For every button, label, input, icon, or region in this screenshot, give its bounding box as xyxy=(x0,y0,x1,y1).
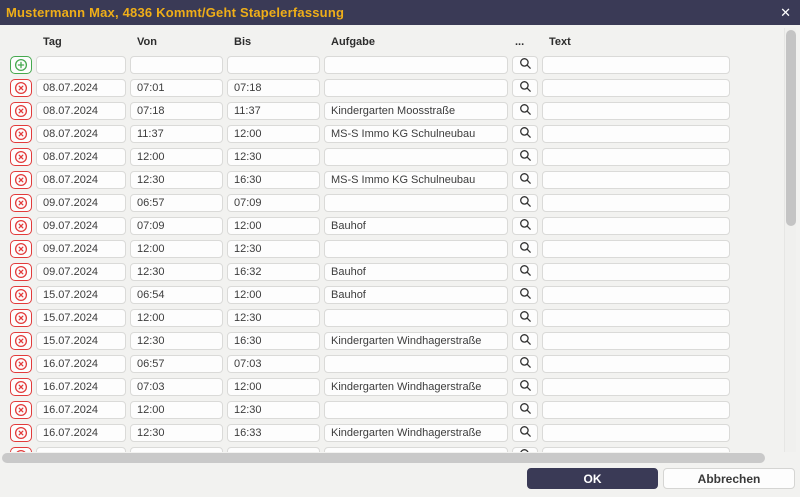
aufgabe-task-input[interactable] xyxy=(324,263,508,281)
column-header-bis: Bis xyxy=(234,36,252,48)
delete-row-button[interactable] xyxy=(10,125,32,143)
von-time-input[interactable] xyxy=(130,194,223,212)
aufgabe-task-input[interactable] xyxy=(324,148,508,166)
aufgabe-task-input[interactable] xyxy=(324,217,508,235)
aufgabe-task-input[interactable] xyxy=(324,447,508,452)
delete-row-button[interactable] xyxy=(10,424,32,442)
von-time-input[interactable] xyxy=(130,56,223,74)
search-icon xyxy=(519,80,532,96)
delete-row-button[interactable] xyxy=(10,102,32,120)
tag-date-input[interactable] xyxy=(36,194,126,212)
task-lookup-button[interactable] xyxy=(512,102,538,120)
delete-row-button[interactable] xyxy=(10,355,32,373)
bis-time-input[interactable] xyxy=(227,171,320,189)
bis-time-input[interactable] xyxy=(227,424,320,442)
delete-row-button[interactable] xyxy=(10,286,32,304)
task-lookup-button[interactable] xyxy=(512,378,538,396)
bis-time-input[interactable] xyxy=(227,217,320,235)
task-lookup-button[interactable] xyxy=(512,194,538,212)
delete-row-button[interactable] xyxy=(10,447,32,452)
text-input[interactable] xyxy=(542,424,730,442)
task-lookup-button[interactable] xyxy=(512,355,538,373)
task-lookup-button[interactable] xyxy=(512,148,538,166)
delete-row-button[interactable] xyxy=(10,263,32,281)
von-time-input[interactable] xyxy=(130,332,223,350)
aufgabe-task-input[interactable] xyxy=(324,332,508,350)
search-icon xyxy=(519,379,532,395)
delete-circle-icon xyxy=(14,81,28,95)
delete-circle-icon xyxy=(14,242,28,256)
text-input[interactable] xyxy=(542,332,730,350)
task-lookup-button[interactable] xyxy=(512,286,538,304)
column-header-text: Text xyxy=(549,36,571,48)
bis-time-input[interactable] xyxy=(227,286,320,304)
cancel-button[interactable]: Abbrechen xyxy=(663,468,795,489)
delete-circle-icon xyxy=(14,173,28,187)
delete-circle-icon xyxy=(14,219,28,233)
tag-date-input[interactable] xyxy=(36,56,126,74)
delete-circle-icon xyxy=(14,380,28,394)
search-icon xyxy=(519,448,532,452)
text-input[interactable] xyxy=(542,355,730,373)
bis-time-input[interactable] xyxy=(227,240,320,258)
tag-date-input[interactable] xyxy=(36,102,126,120)
text-input[interactable] xyxy=(542,401,730,419)
table-row xyxy=(0,171,760,189)
search-icon xyxy=(519,425,532,441)
search-icon xyxy=(519,333,532,349)
text-input[interactable] xyxy=(542,378,730,396)
bis-time-input[interactable] xyxy=(227,401,320,419)
task-lookup-button[interactable] xyxy=(512,125,538,143)
aufgabe-task-input[interactable] xyxy=(324,286,508,304)
aufgabe-task-input[interactable] xyxy=(324,102,508,120)
tag-date-input[interactable] xyxy=(36,424,126,442)
delete-circle-icon xyxy=(14,127,28,141)
delete-row-button[interactable] xyxy=(10,194,32,212)
tag-date-input[interactable] xyxy=(36,263,126,281)
horizontal-scrollbar[interactable] xyxy=(2,453,782,463)
aufgabe-task-input[interactable] xyxy=(324,194,508,212)
footer xyxy=(0,464,800,497)
table-row xyxy=(0,79,760,97)
search-icon xyxy=(519,356,532,372)
aufgabe-task-input[interactable] xyxy=(324,240,508,258)
vertical-scrollbar[interactable] xyxy=(784,28,796,452)
delete-row-button[interactable] xyxy=(10,171,32,189)
task-lookup-button[interactable] xyxy=(512,424,538,442)
aufgabe-task-input[interactable] xyxy=(324,309,508,327)
horizontal-scrollbar-thumb[interactable] xyxy=(2,453,765,463)
table-rows xyxy=(0,56,760,452)
task-lookup-button[interactable] xyxy=(512,171,538,189)
von-time-input[interactable] xyxy=(130,240,223,258)
column-header-lookup: ... xyxy=(515,36,525,48)
tag-date-input[interactable] xyxy=(36,148,126,166)
task-lookup-button[interactable] xyxy=(512,79,538,97)
delete-row-button[interactable] xyxy=(10,401,32,419)
text-input[interactable] xyxy=(542,309,730,327)
aufgabe-task-input[interactable] xyxy=(324,171,508,189)
task-lookup-button[interactable] xyxy=(512,447,538,452)
text-input[interactable] xyxy=(542,217,730,235)
search-icon xyxy=(519,172,532,188)
delete-row-button[interactable] xyxy=(10,378,32,396)
table-row xyxy=(0,332,760,350)
table-row xyxy=(0,286,760,304)
bis-time-input[interactable] xyxy=(227,194,320,212)
search-icon xyxy=(519,149,532,165)
aufgabe-task-input[interactable] xyxy=(324,401,508,419)
tag-date-input[interactable] xyxy=(36,332,126,350)
bis-time-input[interactable] xyxy=(227,332,320,350)
delete-row-button[interactable] xyxy=(10,148,32,166)
task-lookup-button[interactable] xyxy=(512,217,538,235)
von-time-input[interactable] xyxy=(130,102,223,120)
delete-circle-icon xyxy=(14,288,28,302)
tag-date-input[interactable] xyxy=(36,240,126,258)
text-input[interactable] xyxy=(542,447,730,452)
column-header-tag: Tag xyxy=(43,36,62,48)
delete-circle-icon xyxy=(14,311,28,325)
column-header-aufgabe: Aufgabe xyxy=(331,36,375,48)
text-input[interactable] xyxy=(542,263,730,281)
table-row xyxy=(0,125,760,143)
bis-time-input[interactable] xyxy=(227,79,320,97)
delete-circle-icon xyxy=(14,403,28,417)
bis-time-input[interactable] xyxy=(227,102,320,120)
text-input[interactable] xyxy=(542,79,730,97)
von-time-input[interactable] xyxy=(130,355,223,373)
von-time-input[interactable] xyxy=(130,171,223,189)
search-icon xyxy=(519,195,532,211)
delete-row-button[interactable] xyxy=(10,309,32,327)
tag-date-input[interactable] xyxy=(36,447,126,452)
table-row xyxy=(0,148,760,166)
ok-button[interactable]: OK xyxy=(527,468,658,489)
search-icon xyxy=(519,57,532,73)
text-input[interactable] xyxy=(542,171,730,189)
delete-circle-icon xyxy=(14,449,28,452)
delete-row-button[interactable] xyxy=(10,240,32,258)
von-time-input[interactable] xyxy=(130,79,223,97)
bis-time-input[interactable] xyxy=(227,56,320,74)
table-row xyxy=(0,194,760,212)
delete-row-button[interactable] xyxy=(10,332,32,350)
task-lookup-button[interactable] xyxy=(512,332,538,350)
table-row xyxy=(0,447,760,452)
search-icon xyxy=(519,264,532,280)
search-icon xyxy=(519,241,532,257)
tag-date-input[interactable] xyxy=(36,309,126,327)
table-row xyxy=(0,401,760,419)
table-row xyxy=(0,309,760,327)
bis-time-input[interactable] xyxy=(227,309,320,327)
von-time-input[interactable] xyxy=(130,217,223,235)
tag-date-input[interactable] xyxy=(36,171,126,189)
text-input[interactable] xyxy=(542,194,730,212)
bis-time-input[interactable] xyxy=(227,447,320,452)
column-header-von: Von xyxy=(137,36,157,48)
tag-date-input[interactable] xyxy=(36,401,126,419)
aufgabe-task-input[interactable] xyxy=(324,378,508,396)
table-row xyxy=(0,102,760,120)
text-input[interactable] xyxy=(542,125,730,143)
bis-time-input[interactable] xyxy=(227,125,320,143)
von-time-input[interactable] xyxy=(130,125,223,143)
aufgabe-task-input[interactable] xyxy=(324,56,508,74)
table-row xyxy=(0,424,760,442)
search-icon xyxy=(519,103,532,119)
text-input[interactable] xyxy=(542,286,730,304)
von-time-input[interactable] xyxy=(130,148,223,166)
table-row xyxy=(0,240,760,258)
bis-time-input[interactable] xyxy=(227,378,320,396)
table-row xyxy=(0,56,760,74)
table-row xyxy=(0,355,760,373)
delete-circle-icon xyxy=(14,357,28,371)
bis-time-input[interactable] xyxy=(227,355,320,373)
delete-circle-icon xyxy=(14,150,28,164)
delete-row-button[interactable] xyxy=(10,79,32,97)
task-lookup-button[interactable] xyxy=(512,263,538,281)
tag-date-input[interactable] xyxy=(36,286,126,304)
von-time-input[interactable] xyxy=(130,378,223,396)
tag-date-input[interactable] xyxy=(36,79,126,97)
bis-time-input[interactable] xyxy=(227,148,320,166)
task-lookup-button[interactable] xyxy=(512,401,538,419)
delete-circle-icon xyxy=(14,426,28,440)
text-input[interactable] xyxy=(542,240,730,258)
tag-date-input[interactable] xyxy=(36,125,126,143)
window-title: Mustermann Max, 4836 Kommt/Geht Stapelerfassung xyxy=(6,5,345,20)
titlebar xyxy=(0,0,800,25)
bis-time-input[interactable] xyxy=(227,263,320,281)
tag-date-input[interactable] xyxy=(36,217,126,235)
aufgabe-task-input[interactable] xyxy=(324,79,508,97)
close-icon[interactable]: ✕ xyxy=(780,0,791,25)
text-input[interactable] xyxy=(542,56,730,74)
text-input[interactable] xyxy=(542,102,730,120)
aufgabe-task-input[interactable] xyxy=(324,125,508,143)
von-time-input[interactable] xyxy=(130,424,223,442)
delete-circle-icon xyxy=(14,196,28,210)
delete-circle-icon xyxy=(14,334,28,348)
delete-row-button[interactable] xyxy=(10,217,32,235)
search-icon xyxy=(519,287,532,303)
search-icon xyxy=(519,402,532,418)
vertical-scrollbar-thumb[interactable] xyxy=(786,30,796,226)
von-time-input[interactable] xyxy=(130,286,223,304)
add-circle-icon xyxy=(14,58,28,72)
von-time-input[interactable] xyxy=(130,263,223,281)
aufgabe-task-input[interactable] xyxy=(324,424,508,442)
search-icon xyxy=(519,310,532,326)
table-row xyxy=(0,378,760,396)
von-time-input[interactable] xyxy=(130,401,223,419)
aufgabe-task-input[interactable] xyxy=(324,355,508,373)
delete-circle-icon xyxy=(14,265,28,279)
von-time-input[interactable] xyxy=(130,309,223,327)
add-row-button[interactable] xyxy=(10,56,32,74)
delete-circle-icon xyxy=(14,104,28,118)
task-lookup-button[interactable] xyxy=(512,56,538,74)
tag-date-input[interactable] xyxy=(36,355,126,373)
table-header xyxy=(0,36,760,48)
task-lookup-button[interactable] xyxy=(512,309,538,327)
text-input[interactable] xyxy=(542,148,730,166)
task-lookup-button[interactable] xyxy=(512,240,538,258)
search-icon xyxy=(519,218,532,234)
table-row xyxy=(0,217,760,235)
von-time-input[interactable] xyxy=(130,447,223,452)
search-icon xyxy=(519,126,532,142)
tag-date-input[interactable] xyxy=(36,378,126,396)
table-row xyxy=(0,263,760,281)
